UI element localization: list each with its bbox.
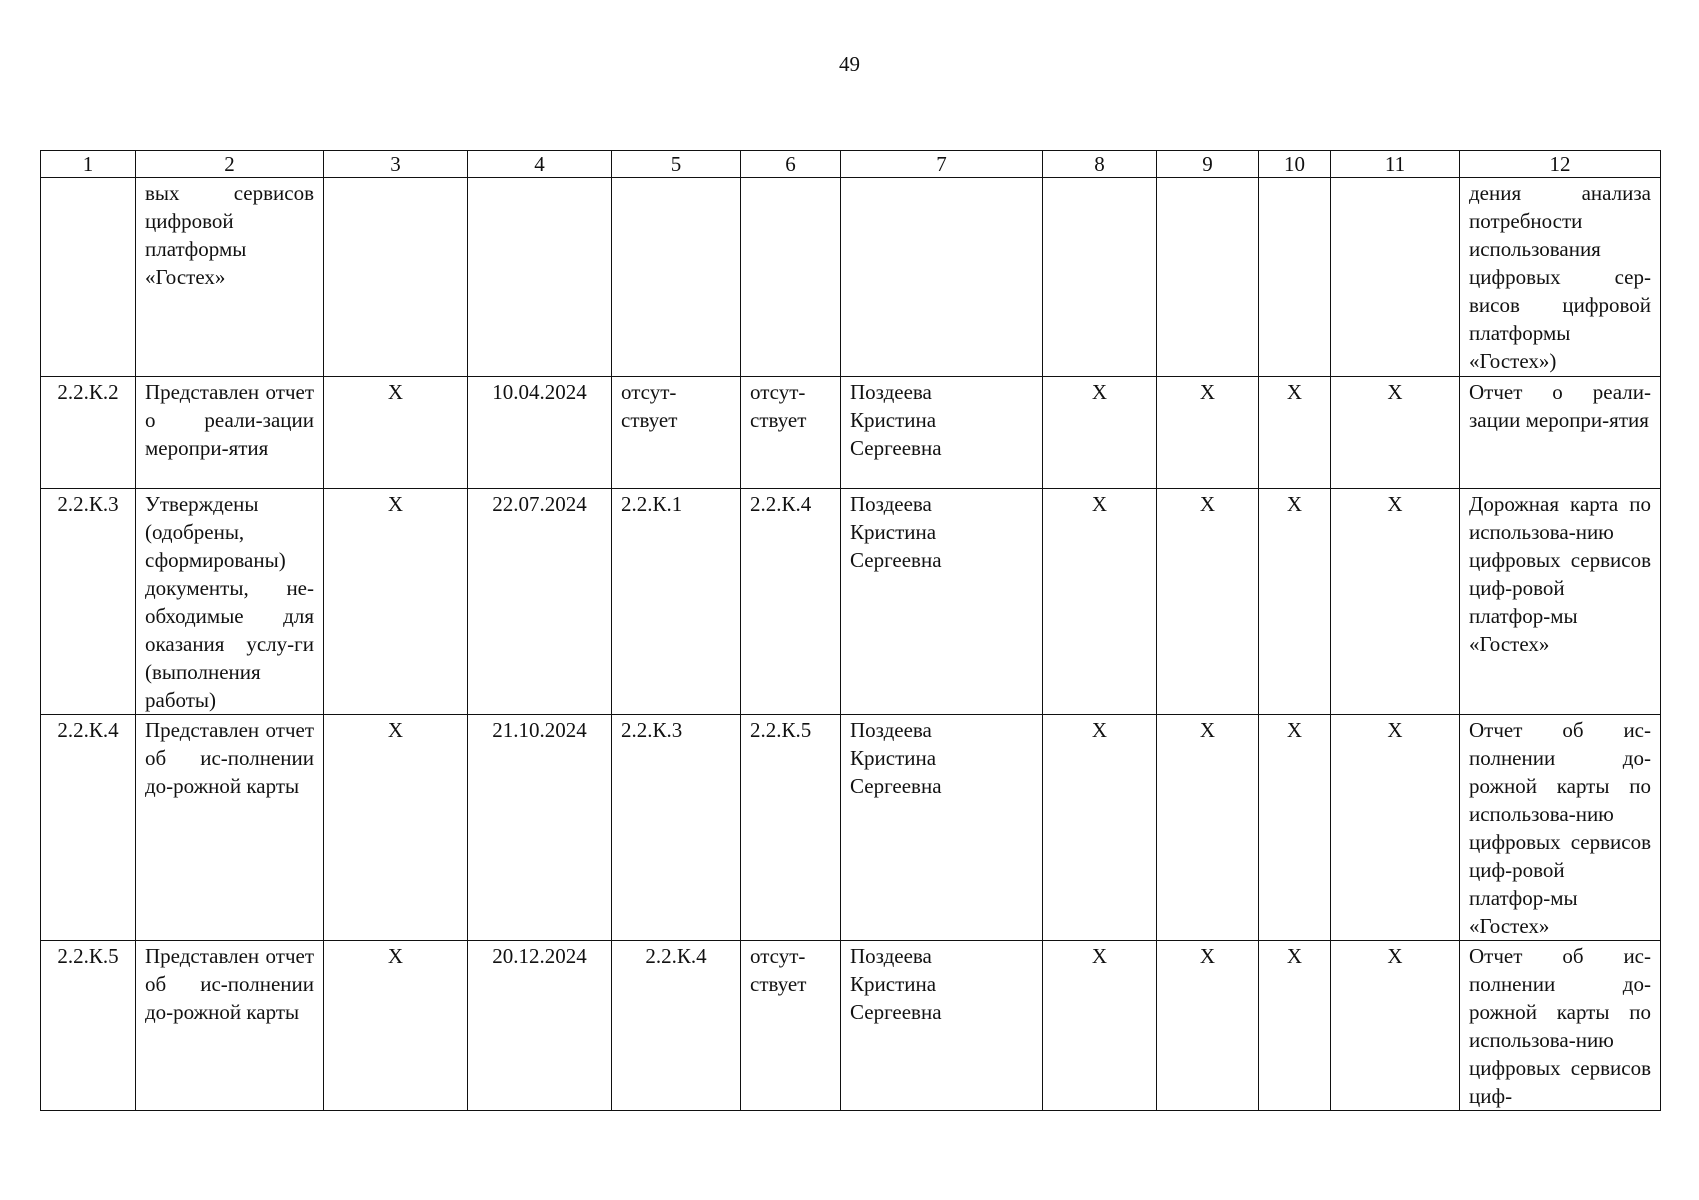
column-header: 11 (1331, 151, 1460, 178)
control-point-id: 2.2.К.2 (41, 377, 136, 489)
successor: отсут- ствует (741, 941, 841, 1111)
predecessor: 2.2.К.3 (612, 715, 741, 941)
column-header: 1 (41, 151, 136, 178)
plan-table (40, 150, 1661, 1111)
column-header: 9 (1157, 151, 1259, 178)
successor: 2.2.К.5 (741, 715, 841, 941)
control-point-name: Утверждены (одобрены, сформированы) документы, не-обходимые для оказания услу-ги (выполнения работы) (136, 489, 324, 715)
column-header: 5 (612, 151, 741, 178)
predecessor: отсут- ствует (612, 377, 741, 489)
column-header: 10 (1259, 151, 1331, 178)
cell-col-10 (1259, 178, 1331, 377)
successor (741, 178, 841, 377)
result-document: дения анализа потребности использования цифровых сер-висов цифровой платформы «Гостех») (1460, 178, 1661, 377)
header-row (41, 151, 1661, 178)
cell-col-8: X (1043, 377, 1157, 489)
table-row (41, 178, 1661, 377)
cell-col-3: X (324, 377, 468, 489)
cell-col-9 (1157, 178, 1259, 377)
predecessor (612, 178, 741, 377)
column-header: 2 (136, 151, 324, 178)
cell-col-9: X (1157, 715, 1259, 941)
column-header: 7 (841, 151, 1043, 178)
control-point-id: 2.2.К.4 (41, 715, 136, 941)
responsible-person: Поздеева Кристина Сергеевна (841, 377, 1043, 489)
result-document: Отчет об ис-полнении до-рожной карты по использова-нию цифровых сервисов циф- (1460, 941, 1661, 1111)
due-date (468, 178, 612, 377)
table-row (41, 377, 1661, 489)
control-point-name: Представлен отчет об ис-полнении до-рожной карты (136, 941, 324, 1111)
cell-col-10: X (1259, 489, 1331, 715)
cell-col-9: X (1157, 489, 1259, 715)
responsible-person: Поздеева Кристина Сергеевна (841, 715, 1043, 941)
cell-col-10: X (1259, 941, 1331, 1111)
responsible-person (841, 178, 1043, 377)
successor: 2.2.К.4 (741, 489, 841, 715)
cell-col-3: X (324, 715, 468, 941)
cell-col-11: X (1331, 489, 1460, 715)
successor: отсут- ствует (741, 377, 841, 489)
due-date: 20.12.2024 (468, 941, 612, 1111)
cell-col-10: X (1259, 377, 1331, 489)
table-row (41, 489, 1661, 715)
control-point-name: Представлен отчет о реали-зации меропри-ятия (136, 377, 324, 489)
cell-col-8 (1043, 178, 1157, 377)
cell-col-8: X (1043, 489, 1157, 715)
column-header: 3 (324, 151, 468, 178)
cell-col-3: X (324, 941, 468, 1111)
responsible-person: Поздеева Кристина Сергеевна (841, 941, 1043, 1111)
control-point-id: 2.2.К.5 (41, 941, 136, 1111)
table-row (41, 715, 1661, 941)
due-date: 10.04.2024 (468, 377, 612, 489)
predecessor: 2.2.К.4 (612, 941, 741, 1111)
responsible-person: Поздеева Кристина Сергеевна (841, 489, 1043, 715)
cell-col-9: X (1157, 941, 1259, 1111)
column-header: 4 (468, 151, 612, 178)
control-point-name: вых сервисов цифровой платформы «Гостех» (136, 178, 324, 377)
cell-col-9: X (1157, 377, 1259, 489)
control-point-name: Представлен отчет об ис-полнении до-рожной карты (136, 715, 324, 941)
control-point-id (41, 178, 136, 377)
result-document: Отчет об ис-полнении до-рожной карты по использова-нию цифровых сервисов циф-ровой платфор-мы «Гостех» (1460, 715, 1661, 941)
cell-col-11: X (1331, 941, 1460, 1111)
cell-col-3 (324, 178, 468, 377)
cell-col-8: X (1043, 715, 1157, 941)
cell-col-3: X (324, 489, 468, 715)
result-document: Отчет о реали-зации меропри-ятия (1460, 377, 1661, 489)
result-document: Дорожная карта по использова-нию цифровых сервисов циф-ровой платфор-мы «Гостех» (1460, 489, 1661, 715)
cell-col-11: X (1331, 377, 1460, 489)
table-row (41, 941, 1661, 1111)
control-point-id: 2.2.К.3 (41, 489, 136, 715)
due-date: 21.10.2024 (468, 715, 612, 941)
cell-col-11 (1331, 178, 1460, 377)
cell-col-11: X (1331, 715, 1460, 941)
predecessor: 2.2.К.1 (612, 489, 741, 715)
column-header: 6 (741, 151, 841, 178)
cell-col-10: X (1259, 715, 1331, 941)
cell-col-8: X (1043, 941, 1157, 1111)
column-header: 12 (1460, 151, 1661, 178)
due-date: 22.07.2024 (468, 489, 612, 715)
page-number: 49 (839, 52, 860, 76)
column-header: 8 (1043, 151, 1157, 178)
